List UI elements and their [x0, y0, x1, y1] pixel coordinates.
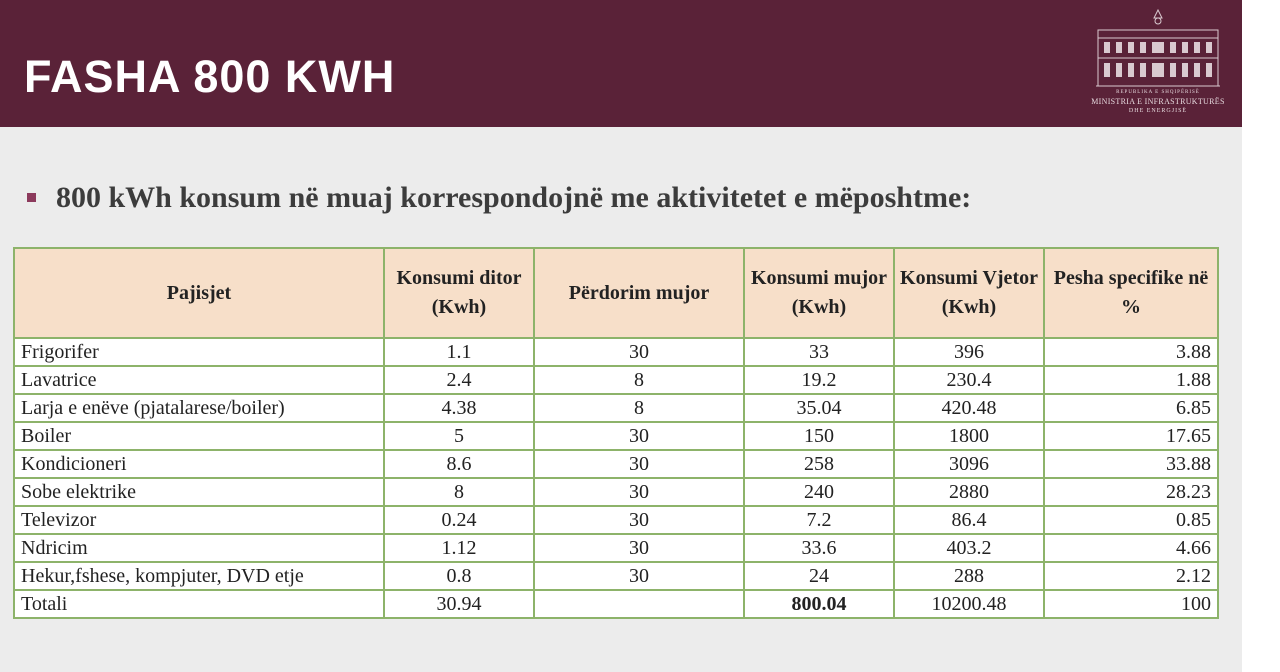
cell-annual: 10200.48	[894, 590, 1044, 618]
cell-weight: 17.65	[1044, 422, 1218, 450]
cell-annual: 2880	[894, 478, 1044, 506]
cell-monthly-usage: 30	[534, 450, 744, 478]
cell-daily: 2.4	[384, 366, 534, 394]
cell-device: Hekur,fshese, kompjuter, DVD etje	[14, 562, 384, 590]
cell-daily: 5	[384, 422, 534, 450]
cell-monthly-usage: 30	[534, 422, 744, 450]
table-total-row	[14, 590, 1218, 618]
cell-daily: 8	[384, 478, 534, 506]
cell-annual: 396	[894, 338, 1044, 366]
cell-device: Boiler	[14, 422, 384, 450]
cell-annual: 3096	[894, 450, 1044, 478]
cell-monthly: 33.6	[744, 534, 894, 562]
cell-daily: 30.94	[384, 590, 534, 618]
cell-monthly-usage: 30	[534, 338, 744, 366]
cell-monthly-usage	[534, 590, 744, 618]
cell-monthly: 35.04	[744, 394, 894, 422]
cell-monthly-usage: 8	[534, 394, 744, 422]
cell-monthly-usage: 30	[534, 506, 744, 534]
cell-weight: 100	[1044, 590, 1218, 618]
cell-daily: 0.8	[384, 562, 534, 590]
cell-device: Kondicioneri	[14, 450, 384, 478]
cell-weight: 0.85	[1044, 506, 1218, 534]
cell-device: Frigorifer	[14, 338, 384, 366]
cell-device: Lavatrice	[14, 366, 384, 394]
cell-weight: 28.23	[1044, 478, 1218, 506]
logo-text-energy: DHE ENERGJISË	[1128, 108, 1188, 114]
cell-daily: 4.38	[384, 394, 534, 422]
cell-annual: 1800	[894, 422, 1044, 450]
cell-monthly-usage: 8	[534, 366, 744, 394]
bullet-square-icon	[27, 193, 36, 202]
cell-weight: 3.88	[1044, 338, 1218, 366]
cell-monthly-usage: 30	[534, 562, 744, 590]
cell-monthly: 33	[744, 338, 894, 366]
cell-annual: 230.4	[894, 366, 1044, 394]
cell-monthly: 240	[744, 478, 894, 506]
header-band	[0, 0, 1242, 127]
slide-right-margin	[1242, 0, 1280, 672]
cell-annual: 288	[894, 562, 1044, 590]
table-row	[14, 394, 1218, 422]
cell-annual: 420.48	[894, 394, 1044, 422]
cell-device: Ndricim	[14, 534, 384, 562]
cell-monthly: 24	[744, 562, 894, 590]
cell-device: Sobe elektrike	[14, 478, 384, 506]
cell-monthly-usage: 30	[534, 534, 744, 562]
cell-weight: 1.88	[1044, 366, 1218, 394]
column-header-daily-consumption: Konsumi ditor (Kwh)	[384, 248, 534, 338]
table-row	[14, 366, 1218, 394]
slide-title: FASHA 800 KWH	[24, 51, 396, 102]
building-icon	[1096, 6, 1220, 88]
column-header-monthly-usage: Përdorim mujor	[534, 248, 744, 338]
cell-device: Televizor	[14, 506, 384, 534]
cell-monthly: 800.04	[744, 590, 894, 618]
cell-weight: 2.12	[1044, 562, 1218, 590]
cell-annual: 403.2	[894, 534, 1044, 562]
cell-daily: 1.1	[384, 338, 534, 366]
cell-weight: 6.85	[1044, 394, 1218, 422]
ministry-logo	[1084, 6, 1232, 124]
logo-text-republic: REPUBLIKA E SHQIPËRISË	[1116, 90, 1200, 95]
column-header-device: Pajisjet	[14, 248, 384, 338]
cell-monthly: 7.2	[744, 506, 894, 534]
table-row	[14, 338, 1218, 366]
consumption-table	[13, 247, 1219, 619]
table-row	[14, 478, 1218, 506]
slide-subtitle: 800 kWh konsum në muaj korrespondojnë me aktivitetet e mëposhtme:	[56, 181, 972, 214]
cell-weight: 4.66	[1044, 534, 1218, 562]
column-header-annual-consumption: Konsumi Vjetor (Kwh)	[894, 248, 1044, 338]
cell-device: Totali	[14, 590, 384, 618]
cell-monthly: 19.2	[744, 366, 894, 394]
logo-text-ministry: MINISTRIA E INFRASTRUKTURËS	[1091, 97, 1225, 106]
cell-daily: 1.12	[384, 534, 534, 562]
cell-annual: 86.4	[894, 506, 1044, 534]
cell-daily: 8.6	[384, 450, 534, 478]
cell-monthly: 150	[744, 422, 894, 450]
table-header-row	[14, 248, 1218, 338]
cell-daily: 0.24	[384, 506, 534, 534]
cell-weight: 33.88	[1044, 450, 1218, 478]
table-row	[14, 450, 1218, 478]
cell-device: Larja e enëve (pjatalarese/boiler)	[14, 394, 384, 422]
column-header-monthly-consumption: Konsumi mujor (Kwh)	[744, 248, 894, 338]
table-row	[14, 562, 1218, 590]
table-row	[14, 506, 1218, 534]
cell-monthly-usage: 30	[534, 478, 744, 506]
table-row	[14, 422, 1218, 450]
column-header-specific-weight: Pesha specifike në %	[1044, 248, 1218, 338]
table-row	[14, 534, 1218, 562]
cell-monthly: 258	[744, 450, 894, 478]
